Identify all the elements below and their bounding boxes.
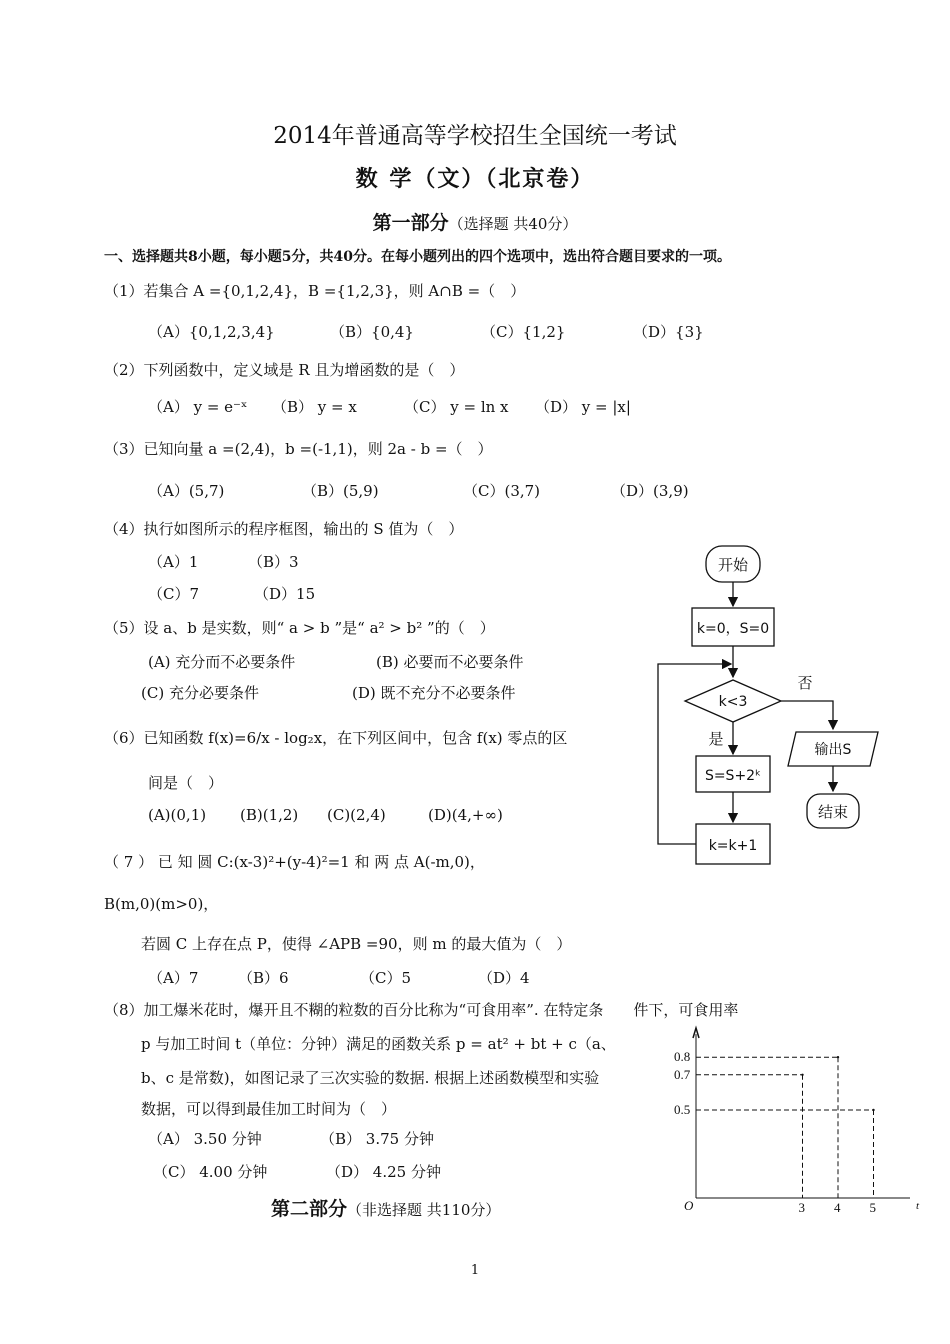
q5-option-b: (B) 必要而不必要条件 [376, 653, 524, 671]
flow-end-label: 结束 [817, 803, 849, 821]
part1-heading-row [0, 208, 950, 235]
flowchart [650, 540, 890, 880]
part2-heading-row [271, 1194, 500, 1221]
q4-stem: （4）执行如图所示的程序框图，输出的 S 值为（ ） [104, 520, 464, 538]
x-tick-label-1: 4 [834, 1200, 841, 1215]
q3-option-d: （D）(3,9) [611, 482, 689, 500]
q8-stem-cont3: 数据，可以得到最佳加工时间为（ ） [141, 1100, 397, 1118]
q4-option-d: （D）15 [254, 585, 316, 603]
q8-stem-cont2: b、c 是常数)，如图记录了三次实验的数据. 根据上述函数模型和实验 [141, 1069, 600, 1087]
y-tick-label-0: 0.8 [674, 1049, 691, 1065]
y-tick-label-2: 0.5 [674, 1102, 691, 1117]
part1-instruction: 一、选择题共8小题，每小题5分，共40分。在每小题列出的四个选项中，选出符合题目要求的一项。 [104, 249, 731, 265]
q3-stem: （3）已知向量 a =(2,4)，b =(-1,1)，则 2a - b =（ ） [104, 440, 493, 458]
flow-output-label: 输出S [814, 742, 852, 758]
x-tick-label-0: 3 [798, 1200, 805, 1215]
q2-option-c: （C） y = ln x [404, 398, 509, 416]
q4-option-b: （B）3 [248, 553, 299, 571]
flow-start-label: 开始 [717, 556, 749, 574]
q8-stem-cont: p 与加工时间 t（单位：分钟）满足的函数关系 p = at² + bt + c（a、 [141, 1035, 616, 1053]
q7-stem-cont2: 若圆 C 上存在点 P，使得 ∠APB =90，则 m 的最大值为（ ） [141, 935, 572, 953]
q7-option-c: （C）5 [360, 969, 412, 987]
q8-option-c: （C） 4.00 分钟 [153, 1163, 268, 1181]
q3-option-c: （C）(3,7) [463, 482, 541, 500]
q1-stem: （1）若集合 A ={0,1,2,4}，B ={1,2,3}，则 A∩B =（ ） [104, 282, 526, 300]
q1-option-b: （B）{0,4} [330, 323, 414, 341]
q4-option-a: （A）1 [148, 553, 199, 571]
q4-option-c: （C）7 [148, 585, 200, 603]
flow-no-label: 否 [797, 674, 813, 692]
q1-option-c: （C）{1,2} [481, 323, 566, 341]
q2-stem: （2）下列函数中，定义域是 R 且为增函数的是（ ） [104, 361, 465, 379]
q2-option-a: （A） y = e⁻ˣ [148, 398, 248, 416]
q8-option-d: （D） 4.25 分钟 [326, 1163, 441, 1181]
part2-note: （非选择题 共110分） [347, 1201, 501, 1219]
q5-stem: （5）设 a、b 是实数，则“ a > b ”是“ a² > b² ”的（ ） [104, 619, 495, 637]
q6-stem-cont: 间是（ ） [148, 774, 224, 792]
flow-init-label: k=0，S=0 [696, 621, 770, 637]
q7-option-a: （A）7 [148, 969, 199, 987]
exam-title: 2014年普通高等学校招生全国统一考试 [273, 123, 677, 149]
q6-option-a: (A)(0,1) [148, 806, 207, 824]
data-point-2 [872, 1109, 874, 1111]
q5-option-a: (A) 充分而不必要条件 [148, 653, 296, 671]
data-point-1 [837, 1056, 839, 1058]
q1-option-d: （D）{3} [633, 323, 704, 341]
x-tick-label-2: 5 [869, 1200, 876, 1215]
exam-subtitle: 数 学（文）（北京卷） [355, 166, 595, 192]
q5-option-c: (C) 充分必要条件 [141, 684, 259, 702]
q6-option-b: (B)(1,2) [240, 806, 299, 824]
part2-heading: 第二部分 [271, 1198, 348, 1220]
q7-option-d: （D）4 [478, 969, 530, 987]
q2-option-d: （D） y = |x| [535, 398, 631, 416]
q5-option-d: (D) 既不充分不必要条件 [352, 684, 516, 702]
q3-option-b: （B）(5,9) [302, 482, 379, 500]
q2-option-b: （B） y = x [272, 398, 357, 416]
q7-stem-cont: B(m,0)(m>0)， [104, 895, 219, 913]
flow-update-s-label: S=S+2ᵏ [704, 768, 762, 784]
q3-option-a: （A）(5,7) [148, 482, 225, 500]
flow-update-k-label: k=k+1 [708, 838, 758, 854]
flow-condition-label: k<3 [718, 694, 748, 710]
q7-stem: （ 7 ） 已 知 圆 C:(x-3)²+(y-4)²=1 和 两 点 A(-m,0)， [104, 853, 485, 871]
q7-option-b: （B）6 [238, 969, 289, 987]
q8-option-a: （A） 3.50 分钟 [148, 1130, 262, 1148]
q6-option-d: (D)(4,+∞) [428, 806, 503, 824]
origin-label: O [684, 1198, 694, 1213]
q6-option-c: (C)(2,4) [327, 806, 386, 824]
page-number: 1 [470, 1263, 480, 1278]
q6-stem: （6）已知函数 f(x)=6/x - log₂x，在下列区间中，包含 f(x) 零点的区 [104, 729, 568, 747]
y-tick-label-1: 0.7 [674, 1066, 691, 1082]
x-axis-label: t [916, 1200, 920, 1212]
q8-option-b: （B） 3.75 分钟 [320, 1130, 434, 1148]
part1-note: （选择题 共40分） [448, 215, 578, 233]
data-point-0 [801, 1074, 803, 1076]
flow-yes-label: 是 [708, 730, 724, 748]
q8-stem: （8）加工爆米花时，爆开且不糊的粒数的百分比称为“可食用率”. 在特定条 件下，可食用率 [104, 1001, 739, 1019]
popcorn-chart [668, 1016, 930, 1222]
part1-heading: 第一部分 [372, 212, 449, 234]
q1-option-a: （A）{0,1,2,3,4} [148, 323, 275, 341]
